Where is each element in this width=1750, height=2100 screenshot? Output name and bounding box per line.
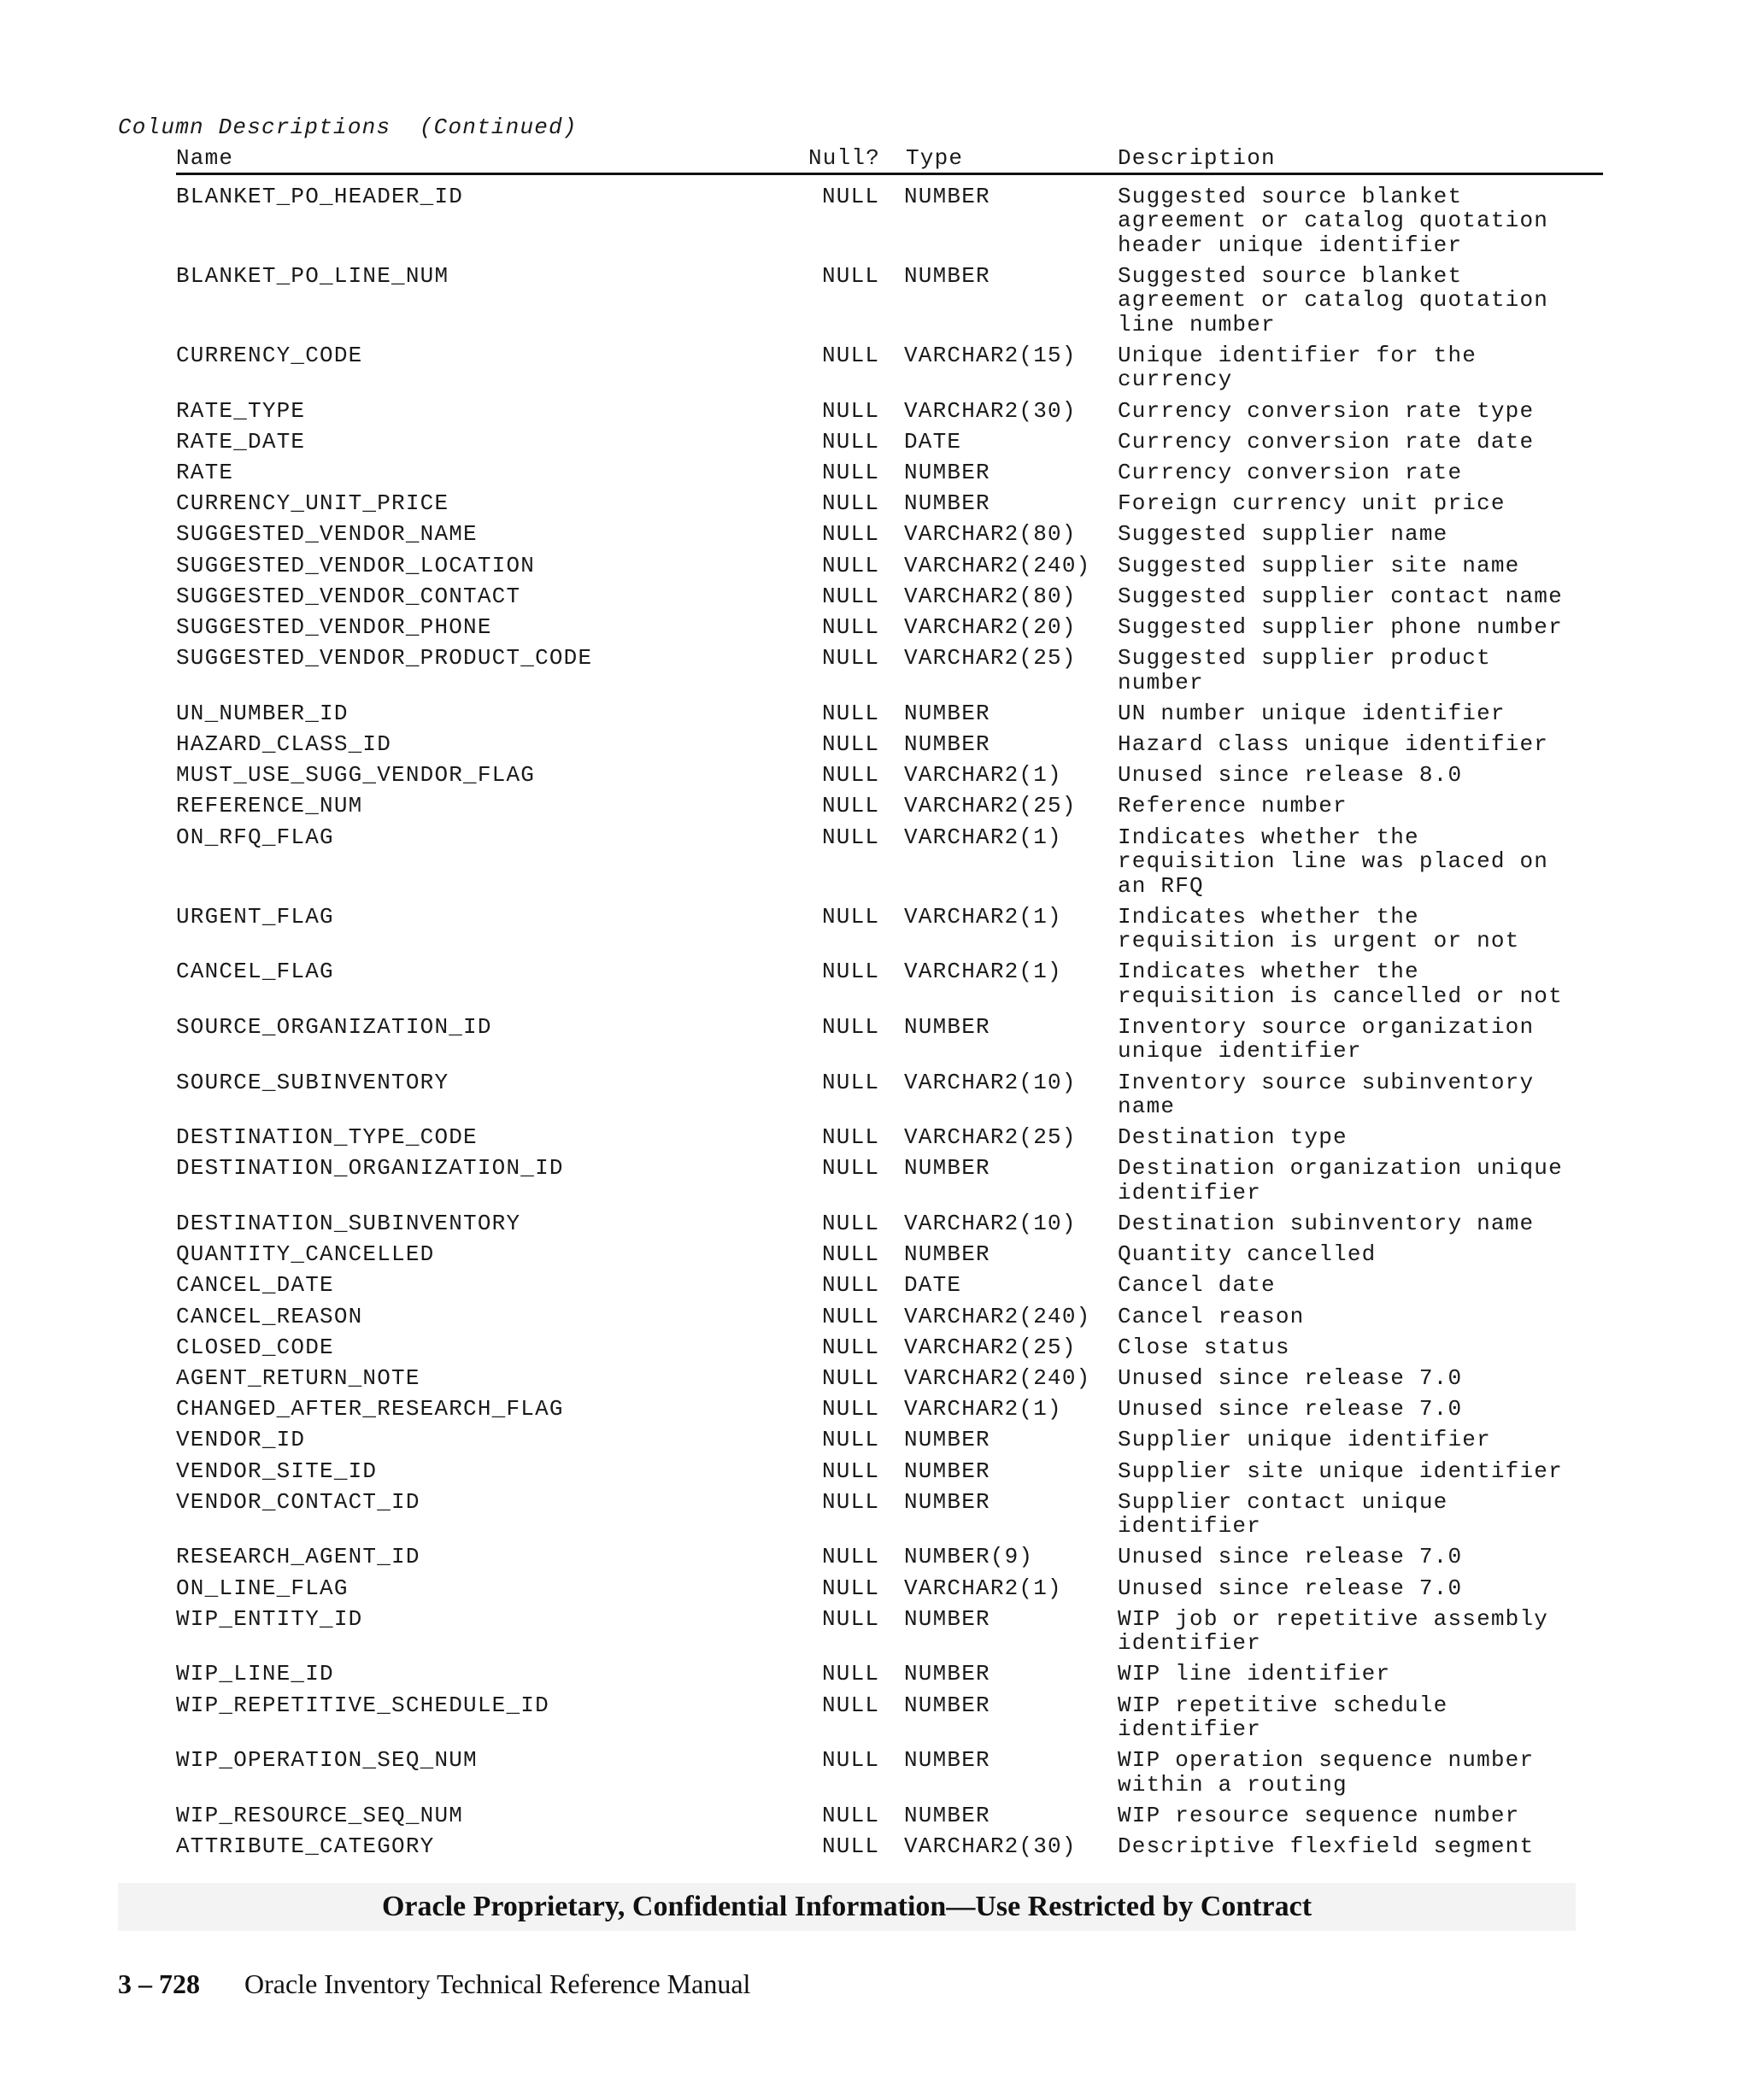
column-type: NUMBER: [904, 1802, 990, 1828]
column-null: NULL: [822, 1747, 880, 1774]
column-description: Suggested source blanket agreement or catalog quotation line number: [1118, 263, 1549, 337]
table-row: [176, 1545, 1603, 1569]
column-type: VARCHAR2(1): [904, 1396, 1062, 1422]
column-type: VARCHAR2(1): [904, 1575, 1062, 1601]
column-type: NUMBER: [904, 1692, 990, 1718]
column-type: NUMBER: [904, 184, 990, 209]
column-null: NULL: [822, 1069, 880, 1095]
column-type: NUMBER: [904, 731, 990, 758]
column-null: NULL: [822, 1013, 880, 1040]
column-type: VARCHAR2(10): [904, 1210, 1077, 1236]
column-description-table: [176, 185, 1603, 1865]
column-name: RATE_TYPE: [176, 397, 306, 424]
table-row: [176, 1804, 1603, 1827]
table-row: [176, 1748, 1603, 1797]
table-row: [176, 554, 1603, 578]
column-description: Foreign currency unit price: [1118, 490, 1506, 517]
column-type: VARCHAR2(240): [904, 1303, 1091, 1329]
column-description: Indicates whether the requisition line was placed on an RFQ: [1118, 824, 1549, 899]
column-null: NULL: [822, 1458, 880, 1484]
table-row: [176, 732, 1603, 756]
column-null: NULL: [822, 959, 880, 985]
column-null: NULL: [822, 1544, 880, 1570]
column-description: Suggested source blanket agreement or catalog quotation header unique identifier: [1118, 184, 1549, 258]
column-null: NULL: [822, 700, 880, 726]
table-row: [176, 1834, 1603, 1858]
column-type: NUMBER: [904, 700, 990, 726]
table-row: [176, 959, 1603, 1008]
table-header: [176, 145, 1603, 175]
column-null: NULL: [822, 1124, 880, 1151]
table-row: [176, 491, 1603, 515]
column-null: NULL: [822, 552, 880, 578]
table-row: [176, 1607, 1603, 1656]
table-row: [176, 1366, 1603, 1390]
table-row: [176, 1335, 1603, 1359]
column-description: Unused since release 7.0: [1118, 1544, 1463, 1570]
column-null: NULL: [822, 824, 880, 850]
table-row: [176, 905, 1603, 953]
column-name: CURRENCY_CODE: [176, 343, 363, 369]
confidentiality-banner: Oracle Proprietary, Confidential Information––Use Restricted by Contract: [118, 1883, 1576, 1931]
table-row: [176, 1125, 1603, 1149]
column-null: NULL: [822, 583, 880, 609]
column-type: VARCHAR2(25): [904, 645, 1077, 672]
table-row: [176, 522, 1603, 546]
column-description: Destination organization unique identifier: [1118, 1155, 1563, 1205]
column-description: Suggested supplier site name: [1118, 552, 1520, 578]
column-type: VARCHAR2(1): [904, 903, 1062, 930]
column-type: VARCHAR2(80): [904, 521, 1077, 548]
column-null: NULL: [822, 1833, 880, 1860]
column-name: HAZARD_CLASS_ID: [176, 731, 392, 758]
column-type: VARCHAR2(80): [904, 583, 1077, 609]
column-null: NULL: [822, 343, 880, 369]
column-name: RATE_DATE: [176, 428, 306, 455]
column-description: Cancel reason: [1118, 1303, 1305, 1329]
column-name: MUST_USE_SUGG_VENDOR_FLAG: [176, 762, 536, 789]
column-null: NULL: [822, 1364, 880, 1391]
column-null: NULL: [822, 1396, 880, 1422]
table-row: [176, 794, 1603, 818]
table-row: [176, 1428, 1603, 1452]
column-type: VARCHAR2(1): [904, 959, 1062, 985]
column-type: VARCHAR2(1): [904, 762, 1062, 789]
column-null: NULL: [822, 1488, 880, 1515]
column-description: WIP resource sequence number: [1118, 1802, 1520, 1828]
column-name: SUGGESTED_VENDOR_NAME: [176, 521, 478, 548]
table-row: [176, 264, 1603, 337]
column-null: NULL: [822, 521, 880, 548]
column-name: ON_LINE_FLAG: [176, 1575, 349, 1601]
column-description: Destination subinventory name: [1118, 1210, 1535, 1236]
column-type: NUMBER: [904, 1661, 990, 1687]
manual-title: Oracle Inventory Technical Reference Manual: [244, 1968, 751, 1999]
table-row: [176, 343, 1603, 392]
header-null: Null?: [808, 145, 881, 171]
column-description: Unused since release 7.0: [1118, 1396, 1463, 1422]
column-null: NULL: [822, 1605, 880, 1632]
column-null: NULL: [822, 903, 880, 930]
column-type: NUMBER: [904, 1747, 990, 1774]
column-type: NUMBER: [904, 1155, 990, 1182]
column-null: NULL: [822, 793, 880, 819]
table-row: [176, 185, 1603, 257]
column-description: WIP repetitive schedule identifier: [1118, 1692, 1448, 1743]
column-description: Currency conversion rate date: [1118, 428, 1535, 455]
column-name: RESEARCH_AGENT_ID: [176, 1544, 420, 1570]
column-null: NULL: [822, 1692, 880, 1718]
column-type: VARCHAR2(240): [904, 1364, 1091, 1391]
column-type: NUMBER: [904, 1241, 990, 1268]
column-name: CANCEL_REASON: [176, 1303, 363, 1329]
header-type: Type: [906, 145, 964, 171]
column-description: Suggested supplier product number: [1118, 645, 1491, 695]
column-name: VENDOR_CONTACT_ID: [176, 1488, 420, 1515]
column-name: WIP_REPETITIVE_SCHEDULE_ID: [176, 1692, 549, 1718]
column-description: Supplier site unique identifier: [1118, 1458, 1563, 1484]
column-name: ON_RFQ_FLAG: [176, 824, 334, 850]
column-null: NULL: [822, 614, 880, 641]
column-null: NULL: [822, 1575, 880, 1601]
column-name: CLOSED_CODE: [176, 1334, 334, 1360]
column-name: URGENT_FLAG: [176, 903, 334, 930]
column-name: SUGGESTED_VENDOR_LOCATION: [176, 552, 536, 578]
header-description: Description: [1118, 145, 1276, 171]
column-name: SOURCE_ORGANIZATION_ID: [176, 1013, 492, 1040]
column-name: BLANKET_PO_HEADER_ID: [176, 184, 464, 209]
column-name: RATE: [176, 460, 234, 486]
column-name: QUANTITY_CANCELLED: [176, 1241, 435, 1268]
column-type: DATE: [904, 428, 962, 455]
table-row: [176, 584, 1603, 608]
column-type: VARCHAR2(30): [904, 1833, 1077, 1860]
table-caption: Column Descriptions (Continued): [118, 114, 578, 140]
column-description: Indicates whether the requisition is cancelled or not: [1118, 959, 1563, 1009]
column-name: CHANGED_AFTER_RESEARCH_FLAG: [176, 1396, 564, 1422]
table-row: [176, 1015, 1603, 1064]
column-type: VARCHAR2(25): [904, 1334, 1077, 1360]
column-description: Indicates whether the requisition is urgent or not: [1118, 903, 1520, 954]
column-name: VENDOR_ID: [176, 1427, 306, 1453]
table-row: [176, 1693, 1603, 1742]
column-description: Descriptive flexfield segment: [1118, 1833, 1535, 1860]
column-description: Unique identifier for the currency: [1118, 343, 1477, 393]
column-description: Reference number: [1118, 793, 1348, 819]
column-type: NUMBER: [904, 1013, 990, 1040]
column-name: WIP_RESOURCE_SEQ_NUM: [176, 1802, 464, 1828]
table-row: [176, 763, 1603, 787]
table-row: [176, 1273, 1603, 1297]
column-description: WIP line identifier: [1118, 1661, 1391, 1687]
column-name: DESTINATION_TYPE_CODE: [176, 1124, 478, 1151]
table-row: [176, 1662, 1603, 1686]
column-name: DESTINATION_ORGANIZATION_ID: [176, 1155, 564, 1182]
column-type: VARCHAR2(20): [904, 614, 1077, 641]
column-name: AGENT_RETURN_NOTE: [176, 1364, 420, 1391]
column-null: NULL: [822, 460, 880, 486]
column-null: NULL: [822, 428, 880, 455]
column-description: Suggested supplier contact name: [1118, 583, 1563, 609]
column-null: NULL: [822, 263, 880, 290]
column-null: NULL: [822, 397, 880, 424]
column-description: Suggested supplier phone number: [1118, 614, 1563, 641]
column-type: NUMBER: [904, 1458, 990, 1484]
column-type: DATE: [904, 1272, 962, 1299]
table-row: [176, 1576, 1603, 1600]
column-null: NULL: [822, 1427, 880, 1453]
column-description: WIP operation sequence number within a routing: [1118, 1747, 1535, 1798]
column-name: SUGGESTED_VENDOR_PHONE: [176, 614, 492, 641]
column-description: Currency conversion rate: [1118, 460, 1463, 486]
column-name: UN_NUMBER_ID: [176, 700, 349, 726]
column-description: Hazard class unique identifier: [1118, 731, 1549, 758]
column-type: VARCHAR2(25): [904, 1124, 1077, 1151]
column-description: Inventory source subinventory name: [1118, 1069, 1535, 1119]
column-type: NUMBER(9): [904, 1544, 1034, 1570]
column-null: NULL: [822, 645, 880, 672]
column-type: VARCHAR2(240): [904, 552, 1091, 578]
table-row: [176, 1156, 1603, 1205]
table-row: [176, 1490, 1603, 1539]
column-null: NULL: [822, 1802, 880, 1828]
column-type: VARCHAR2(1): [904, 824, 1062, 850]
column-description: Unused since release 7.0: [1118, 1364, 1463, 1391]
page-number: 3 – 728: [118, 1968, 200, 1999]
column-name: CURRENCY_UNIT_PRICE: [176, 490, 449, 517]
table-row: [176, 399, 1603, 423]
table-row: [176, 1211, 1603, 1235]
column-description: Quantity cancelled: [1118, 1241, 1377, 1268]
column-description: Inventory source organization unique identifier: [1118, 1013, 1535, 1065]
column-name: SUGGESTED_VENDOR_CONTACT: [176, 583, 521, 609]
column-type: NUMBER: [904, 263, 990, 290]
column-name: SUGGESTED_VENDOR_PRODUCT_CODE: [176, 645, 593, 672]
column-null: NULL: [822, 1241, 880, 1268]
column-type: NUMBER: [904, 1488, 990, 1515]
table-row: [176, 825, 1603, 898]
column-name: BLANKET_PO_LINE_NUM: [176, 263, 449, 290]
column-name: REFERENCE_NUM: [176, 793, 363, 819]
column-description: Suggested supplier name: [1118, 521, 1448, 548]
column-type: NUMBER: [904, 460, 990, 486]
page-footer: [118, 1968, 750, 2000]
table-row: [176, 430, 1603, 454]
column-type: VARCHAR2(25): [904, 793, 1077, 819]
table-row: [176, 1459, 1603, 1483]
column-description: Destination type: [1118, 1124, 1348, 1151]
table-row: [176, 1397, 1603, 1421]
column-null: NULL: [822, 731, 880, 758]
table-row: [176, 701, 1603, 725]
column-description: Unused since release 7.0: [1118, 1575, 1463, 1601]
column-description: Unused since release 8.0: [1118, 762, 1463, 789]
column-description: UN number unique identifier: [1118, 700, 1506, 726]
column-name: SOURCE_SUBINVENTORY: [176, 1069, 449, 1095]
table-row: [176, 1242, 1603, 1266]
table-row: [176, 460, 1603, 484]
column-name: WIP_LINE_ID: [176, 1661, 334, 1687]
table-row: [176, 1305, 1603, 1329]
column-name: WIP_ENTITY_ID: [176, 1605, 363, 1632]
column-name: DESTINATION_SUBINVENTORY: [176, 1210, 521, 1236]
table-row: [176, 646, 1603, 695]
table-row: [176, 1071, 1603, 1119]
column-description: Supplier contact unique identifier: [1118, 1488, 1448, 1540]
column-type: NUMBER: [904, 490, 990, 517]
column-null: NULL: [822, 1210, 880, 1236]
column-type: VARCHAR2(15): [904, 343, 1077, 369]
column-null: NULL: [822, 1334, 880, 1360]
column-null: NULL: [822, 1661, 880, 1687]
column-type: NUMBER: [904, 1605, 990, 1632]
column-description: Close status: [1118, 1334, 1290, 1360]
column-null: NULL: [822, 184, 880, 209]
column-null: NULL: [822, 490, 880, 517]
column-name: ATTRIBUTE_CATEGORY: [176, 1833, 435, 1860]
column-null: NULL: [822, 762, 880, 789]
column-name: CANCEL_FLAG: [176, 959, 334, 985]
column-name: CANCEL_DATE: [176, 1272, 334, 1299]
column-type: NUMBER: [904, 1427, 990, 1453]
column-type: VARCHAR2(30): [904, 397, 1077, 424]
column-null: NULL: [822, 1155, 880, 1182]
column-description: WIP job or repetitive assembly identifier: [1118, 1605, 1549, 1657]
header-name: Name: [176, 145, 234, 171]
column-name: WIP_OPERATION_SEQ_NUM: [176, 1747, 478, 1774]
table-row: [176, 615, 1603, 639]
column-null: NULL: [822, 1272, 880, 1299]
column-null: NULL: [822, 1303, 880, 1329]
column-description: Currency conversion rate type: [1118, 397, 1535, 424]
column-description: Cancel date: [1118, 1272, 1276, 1299]
column-name: VENDOR_SITE_ID: [176, 1458, 378, 1484]
column-description: Supplier unique identifier: [1118, 1427, 1491, 1453]
column-type: VARCHAR2(10): [904, 1069, 1077, 1095]
